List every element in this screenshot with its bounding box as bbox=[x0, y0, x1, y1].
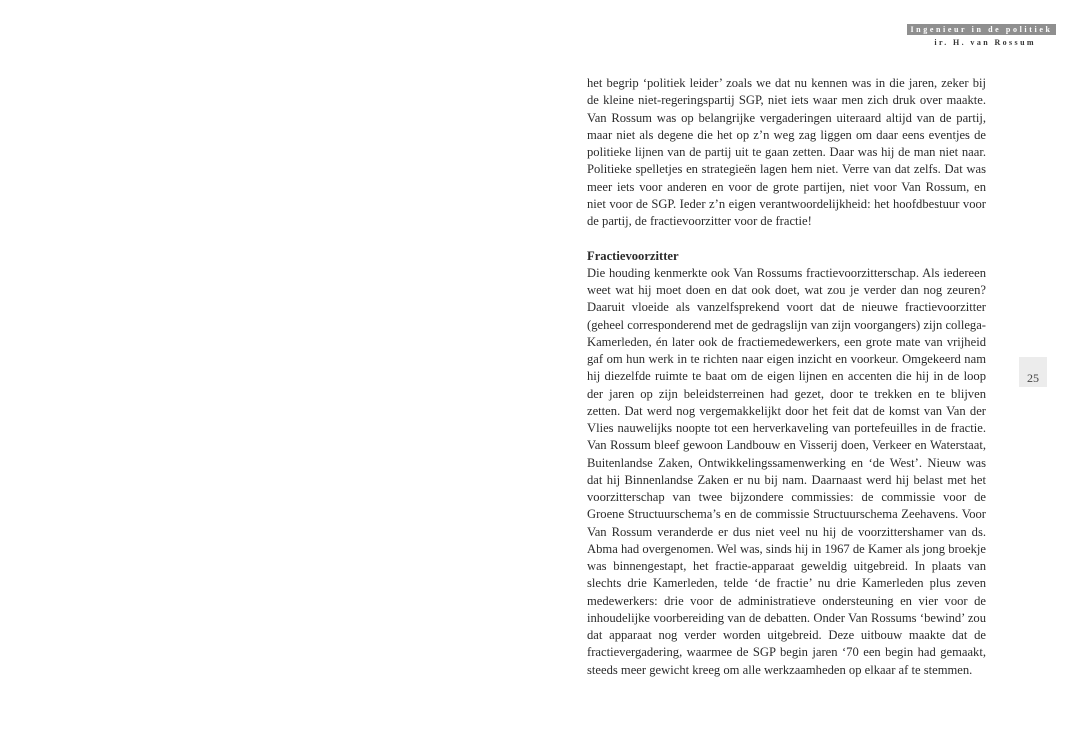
section-heading: Fractievoorzitter bbox=[587, 248, 679, 263]
page-number-tab bbox=[1019, 357, 1047, 387]
page-number: 25 bbox=[1027, 371, 1039, 385]
paragraph-intro: het begrip ‘politiek leider’ zoals we dat nu kennen was in die jaren, zeker bij de kleine niet-regeringspartij SGP, niet iets waar men zich druk over maakte. Van Rossum was op belangrijke vergaderingen uiteraard altijd van de partij, maar niet als degene die het op z’n weg zag liggen om daar eens eventjes de politieke lijnen van de partij uit te gaan zetten. Daar was hij de man niet naar. Politieke spelletjes en strategieën lagen hem niet. Verre van dat zelfs. Dat was meer iets voor anderen en voor de grote partijen, niet voor Van Rossum, en niet voor de SGP. Ieder z’n eigen verantwoordelijkheid: het hoofdbestuur voor de partij, de fractievoorzitter voor de fractie! bbox=[587, 76, 986, 228]
body-text bbox=[587, 75, 986, 679]
paragraph-fractievoorzitter: Die houding kenmerkte ook Van Rossums fractievoorzitterschap. Als iedereen weet wat hij moet doen en dat ook doet, wat zou je verder dan nog zeuren? Daaruit vloeide als vanzelfsprekend voort dat de nieuwe fractievoorzitter (geheel corresponderend met de gedragslijn van zijn voorgangers) zijn collega-Kamerleden, én later ook de fractiemedewerkers, een grote mate van vrijheid gaf om hun werk in te richten naar eigen inzicht en voorkeur. Omgekeerd nam hij diezelfde ruimte te baat om de eigen lijnen en accenten die hij in de loop der jaren op zijn beleidsterreinen had gezet, door te trekken en te blijven zetten. Dat werd nog vergemakkelijkt door het feit dat de komst van Van der Vlies nauwelijks noopte tot een herverkaveling van portefeuilles in de fractie. Van Rossum bleef gewoon Landbouw en Visserij doen, Verkeer en Waterstaat, Buitenlandse Zaken, Ontwikkelingssamenwerking en ‘de West’. Nieuw was dat hij Binnenlandse Zaken er nu bij nam. Daarnaast werd hij belast met het voorzitterschap van twee bijzondere commissies: de commissie voor de Groene Structuurschema’s en de commissie Structuurschema Zeehavens. Voor Van Rossum veranderde er dus niet veel nu hij de voorzittershamer van ds. Abma had overgenomen. Wel was, sinds hij in 1967 de Kamer als jong broekje was binnengestapt, het fractie-apparaat geweldig uitgebreid. In plaats van slechts drie Kamerleden, telde ‘de fractie’ nu drie Kamerleden plus zeven medewerkers: drie voor de administratieve ondersteuning en vier voor de inhoudelijke voorbereiding van de debatten. Onder Van Rossums ‘bewind’ zou dat apparaat nog verder worden uitgebreid. Deze uitbouw maakte dat de fractievergadering, waarmee de SGP begin jaren ‘70 een begin had gemaakt, steeds meer gewicht kreeg om alle werkzaamheden op elkaar af te stemmen. bbox=[587, 265, 986, 677]
running-header-title: Ingenieur in de politiek bbox=[907, 24, 1056, 35]
running-header-subtitle: ir. H. van Rossum bbox=[934, 38, 1036, 47]
